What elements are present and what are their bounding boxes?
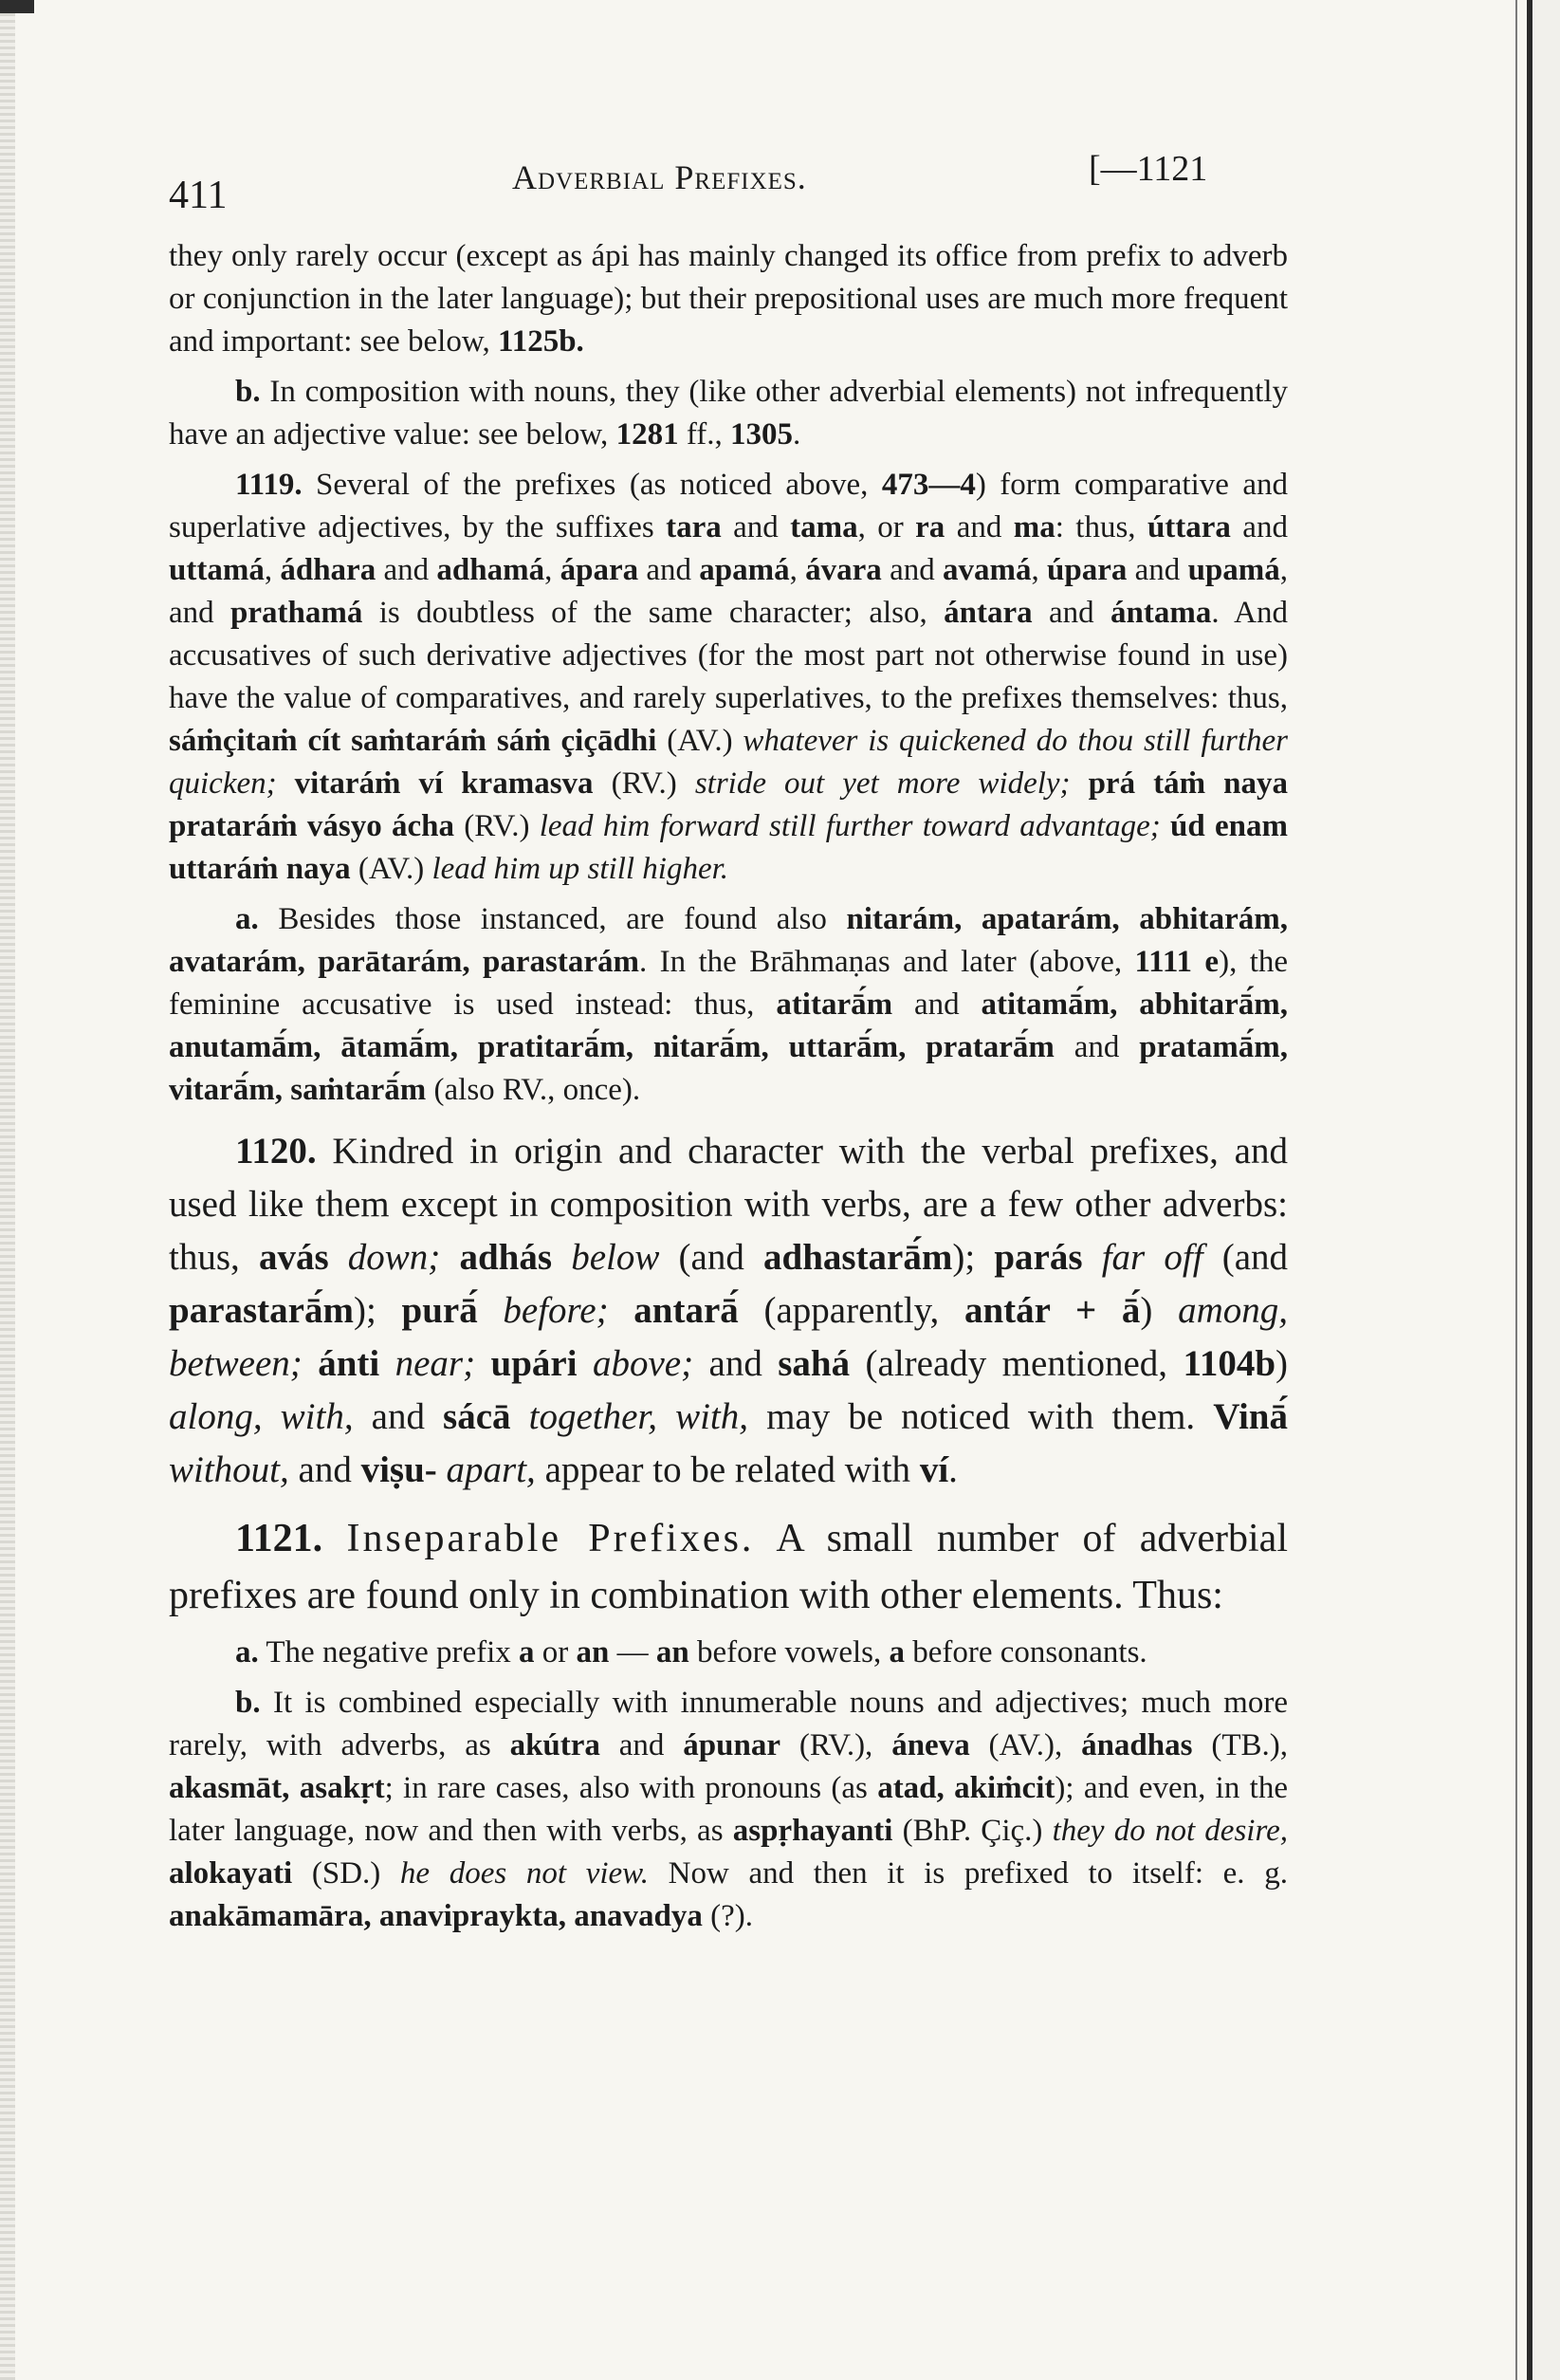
text-run: ): [1276, 1343, 1289, 1384]
body-text: [169, 235, 1288, 1938]
bold-term: atitarā́m: [776, 987, 893, 1022]
bold-term: ántara: [944, 596, 1033, 630]
bold-term: antarā́: [633, 1290, 739, 1331]
text-run: ) form comparative and superlative adjectives, by the suffixes: [169, 468, 1288, 544]
bold-term: a: [889, 1635, 906, 1670]
text-run: ); and even, in the later language, now and then with verbs, as: [169, 1771, 1288, 1848]
text-run: and: [353, 1396, 444, 1437]
bold-term: 473—4: [881, 468, 976, 502]
text-run: [322, 1517, 346, 1560]
italic-gloss: among, between;: [169, 1290, 1288, 1384]
text-run: ), the feminine accusative is used instead: thus,: [169, 945, 1289, 1022]
text-run: .: [948, 1449, 958, 1490]
text-run: (RV.),: [780, 1728, 892, 1762]
italic-gloss: far off: [1101, 1237, 1203, 1278]
bold-term: 1121.: [235, 1517, 323, 1560]
bold-term: ánadhas: [1081, 1728, 1193, 1762]
text-run: [609, 1290, 634, 1331]
text-run: [578, 1343, 593, 1384]
italic-gloss: together, with,: [528, 1396, 749, 1437]
text-run: (and: [659, 1237, 764, 1278]
bold-term: avás: [258, 1237, 329, 1278]
text-run: [478, 1290, 504, 1331]
scan-edge-line-thick: [1527, 0, 1532, 2380]
bold-term: pratamā́m, vitarā́m, saṁtarā́m: [169, 1030, 1288, 1107]
italic-gloss: along, with,: [169, 1396, 354, 1437]
bold-term: prathamá: [230, 596, 363, 630]
text-run: and: [693, 1343, 779, 1384]
text-run: );: [353, 1290, 402, 1331]
bold-term: ví: [919, 1449, 949, 1490]
bold-term: tara: [666, 510, 722, 544]
bold-term: ma: [1013, 510, 1055, 544]
text-run: may be noticed with them.: [748, 1396, 1214, 1437]
bold-term: ra: [915, 510, 945, 544]
bold-term: viṣu-: [360, 1449, 437, 1490]
paragraph: [169, 1125, 1288, 1497]
italic-gloss: they do not desire,: [1052, 1814, 1288, 1848]
text-run: [511, 1396, 529, 1437]
text-run: (already mentioned,: [850, 1343, 1184, 1384]
bold-term: antár + ā́: [964, 1290, 1141, 1331]
paragraph: [169, 1632, 1288, 1674]
text-run: [552, 1237, 571, 1278]
bold-term: parás: [994, 1237, 1083, 1278]
text-run: (RV.): [454, 809, 540, 843]
bold-term: aspṛhayanti: [732, 1814, 893, 1848]
text-run: . In the Brāhmaṇas and later (above,: [639, 945, 1135, 979]
text-run: ): [1140, 1290, 1179, 1331]
text-run: (and: [1202, 1237, 1289, 1278]
bold-term: sácā: [443, 1396, 511, 1437]
scan-edge-right: [1533, 0, 1560, 2380]
text-run: .: [792, 417, 801, 452]
text-run: : thus,: [1055, 510, 1147, 544]
bold-term: 1119.: [235, 468, 303, 502]
text-run: It is combined especially with innumerable nouns and adjectives; much more rarely, with adverbs, as: [169, 1686, 1288, 1762]
text-run: before vowels,: [688, 1635, 890, 1670]
paragraph: [169, 1510, 1288, 1624]
text-run: (AV.): [350, 852, 432, 886]
bold-term: uttamá: [169, 553, 265, 587]
text-run: [379, 1343, 395, 1384]
text-run: or: [534, 1635, 577, 1670]
text-run: [475, 1343, 490, 1384]
text-run: (AV.): [656, 724, 743, 758]
text-run: [329, 1237, 348, 1278]
text-run: [1071, 766, 1089, 801]
text-run: and: [638, 553, 700, 587]
text-run: [437, 1449, 447, 1490]
text-run: and: [881, 553, 943, 587]
bold-term: ávara: [805, 553, 882, 587]
bold-term: ádhara: [280, 553, 376, 587]
paragraph: [169, 1682, 1288, 1938]
bold-term: ápunar: [683, 1728, 781, 1762]
bold-term: 1281: [615, 417, 679, 452]
text-run: and: [599, 1728, 684, 1762]
bold-term: áneva: [891, 1728, 970, 1762]
scan-edge-line-thin: [1515, 0, 1517, 2380]
italic-gloss: below: [571, 1237, 660, 1278]
bold-term: sahá: [778, 1343, 851, 1384]
text-run: and: [721, 510, 791, 544]
paragraph: [169, 898, 1288, 1112]
text-run: , and: [169, 553, 1289, 630]
bold-term: upamá: [1187, 553, 1280, 587]
text-run: [277, 766, 295, 801]
italic-gloss: whatever is quickened do thou still further quicken;: [169, 724, 1288, 801]
italic-gloss: lead him up still higher.: [431, 852, 729, 886]
bold-term: akútra: [509, 1728, 600, 1762]
book-page: [169, 133, 1288, 1938]
bold-term: adhastarā́m: [763, 1237, 953, 1278]
text-run: they only rarely occur (except as ápi has mainly changed its office from prefix to adverb or conjunction in the later language); but their prepositional uses are much more frequent and important: see below,: [169, 239, 1288, 359]
section-heading: Inseparable Prefixes.: [346, 1517, 755, 1560]
text-run: [303, 1343, 318, 1384]
bold-term: a.: [235, 1635, 259, 1670]
text-run: (?).: [702, 1899, 754, 1933]
text-run: );: [952, 1237, 995, 1278]
bold-term: an: [576, 1635, 610, 1670]
bold-term: vitaráṁ ví kramasva: [294, 766, 594, 801]
bold-term: prá táṁ naya prataráṁ vásyo ácha: [169, 766, 1288, 843]
italic-gloss: he does not view.: [399, 1856, 649, 1891]
italic-gloss: above;: [592, 1343, 694, 1384]
bold-term: nitarám, apatarám, abhitarám, avatarám, parātarám, parastarám: [169, 902, 1288, 979]
text-run: [1083, 1237, 1102, 1278]
text-run: The negative prefix: [258, 1635, 520, 1670]
bold-term: ántama: [1110, 596, 1212, 630]
text-run: Several of the prefixes (as noticed above,: [302, 468, 882, 502]
text-run: (also RV., once).: [426, 1073, 641, 1107]
text-run: Besides those instanced, are found also: [258, 902, 847, 936]
bold-term: a: [519, 1635, 535, 1670]
italic-gloss: near;: [395, 1343, 476, 1384]
bold-term: 1111 e: [1134, 945, 1220, 979]
text-run: and: [892, 987, 982, 1022]
bold-term: a.: [235, 902, 259, 936]
text-run: appear to be related with: [535, 1449, 920, 1490]
italic-gloss: without,: [169, 1449, 289, 1490]
text-run: (SD.): [292, 1856, 400, 1891]
text-run: ,: [264, 553, 281, 587]
running-title: Adverbial Prefixes.: [512, 158, 807, 196]
text-run: before consonants.: [905, 1635, 1147, 1670]
page-header: [169, 133, 1288, 217]
bold-term: atitamā́m, abhitarā́m, anutamā́m, ātamā́m, pratitarā́m, nitarā́m, uttarā́m, pratarā́m: [169, 987, 1288, 1064]
text-run: ff.,: [678, 417, 730, 452]
text-run: (BhP. Çiç.): [892, 1814, 1053, 1848]
text-run: In composition with nouns, they (like other adverbial elements) not infrequently have an adjective value: see below,: [169, 375, 1288, 452]
section-range: [—1121: [1089, 149, 1208, 189]
bold-term: sáṁçitaṁ cít saṁtaráṁ sáṁ çiçādhi: [169, 724, 657, 758]
bold-term: b.: [235, 1686, 261, 1720]
bold-term: 1305: [729, 417, 793, 452]
text-run: —: [609, 1635, 656, 1670]
text-run: (RV.): [593, 766, 695, 801]
italic-gloss: lead him forward still further toward advantage;: [539, 809, 1161, 843]
bold-term: 1120.: [235, 1131, 317, 1172]
bold-term: parastarā́m: [169, 1290, 354, 1331]
italic-gloss: down;: [347, 1237, 441, 1278]
text-run: Kindred in origin and character with the verbal prefixes, and used like them except in composition with verbs, are a few other adverbs: thus,: [169, 1131, 1288, 1278]
bold-term: upári: [490, 1343, 578, 1384]
text-run: and: [1032, 596, 1111, 630]
bold-term: 1125b.: [498, 324, 584, 359]
text-run: and: [288, 1449, 361, 1490]
bold-term: úttara: [1147, 510, 1231, 544]
text-run: and: [1230, 510, 1288, 544]
bold-term: an: [655, 1635, 689, 1670]
text-run: ; in rare cases, also with pronouns (as: [384, 1771, 878, 1805]
italic-gloss: apart,: [446, 1449, 536, 1490]
text-run: and: [376, 553, 437, 587]
text-run: Now and then it is prefixed to itself: e. g.: [648, 1856, 1288, 1891]
text-run: ,: [1031, 553, 1048, 587]
italic-gloss: stride out yet more widely;: [694, 766, 1071, 801]
text-run: (TB.),: [1192, 1728, 1288, 1762]
scan-corner-mark: [0, 0, 34, 13]
paragraph: [169, 235, 1288, 363]
paragraph: [169, 371, 1288, 456]
bold-term: úd enam uttaráṁ naya: [169, 809, 1288, 886]
scan-edge-left: [0, 0, 15, 2380]
bold-term: 1104b: [1183, 1343, 1276, 1384]
bold-term: atad, akiṁcit: [877, 1771, 1055, 1805]
italic-gloss: before;: [503, 1290, 609, 1331]
bold-term: úpara: [1047, 553, 1128, 587]
text-run: and: [945, 510, 1014, 544]
text-run: ,: [789, 553, 806, 587]
bold-term: ánti: [318, 1343, 380, 1384]
bold-term: akasmāt, asakṛt: [169, 1771, 385, 1805]
text-run: and: [1127, 553, 1188, 587]
bold-term: Vinā́: [1213, 1396, 1288, 1437]
text-run: , or: [857, 510, 916, 544]
bold-term: ápara: [560, 553, 639, 587]
bold-term: anakāmamāra, anavipraykta, anavadya: [169, 1899, 703, 1933]
bold-term: adhamá: [436, 553, 545, 587]
bold-term: alokayati: [169, 1856, 293, 1891]
text-run: [440, 1237, 459, 1278]
text-run: (AV.),: [969, 1728, 1082, 1762]
bold-term: apamá: [699, 553, 790, 587]
text-run: [1161, 809, 1170, 843]
paragraph: [169, 464, 1288, 891]
bold-term: b.: [235, 375, 261, 409]
text-run: ,: [544, 553, 560, 587]
text-run: is doubtless of the same character; also,: [362, 596, 945, 630]
text-run: and: [1054, 1030, 1140, 1064]
bold-term: avamá: [943, 553, 1032, 587]
text-run: (apparently,: [738, 1290, 964, 1331]
text-run: A small number of adverbial prefixes are found only in combination with other elements. Thus:: [169, 1517, 1288, 1617]
bold-term: purā́: [401, 1290, 478, 1331]
bold-term: tama: [790, 510, 858, 544]
page-number: 411: [169, 174, 228, 217]
bold-term: adhás: [459, 1237, 553, 1278]
text-run: . And accusatives of such derivative adjectives (for the most part not otherwise found in use) have the value of comparatives, and rarely superlatives, to the prefixes themselves: thus,: [169, 596, 1289, 715]
